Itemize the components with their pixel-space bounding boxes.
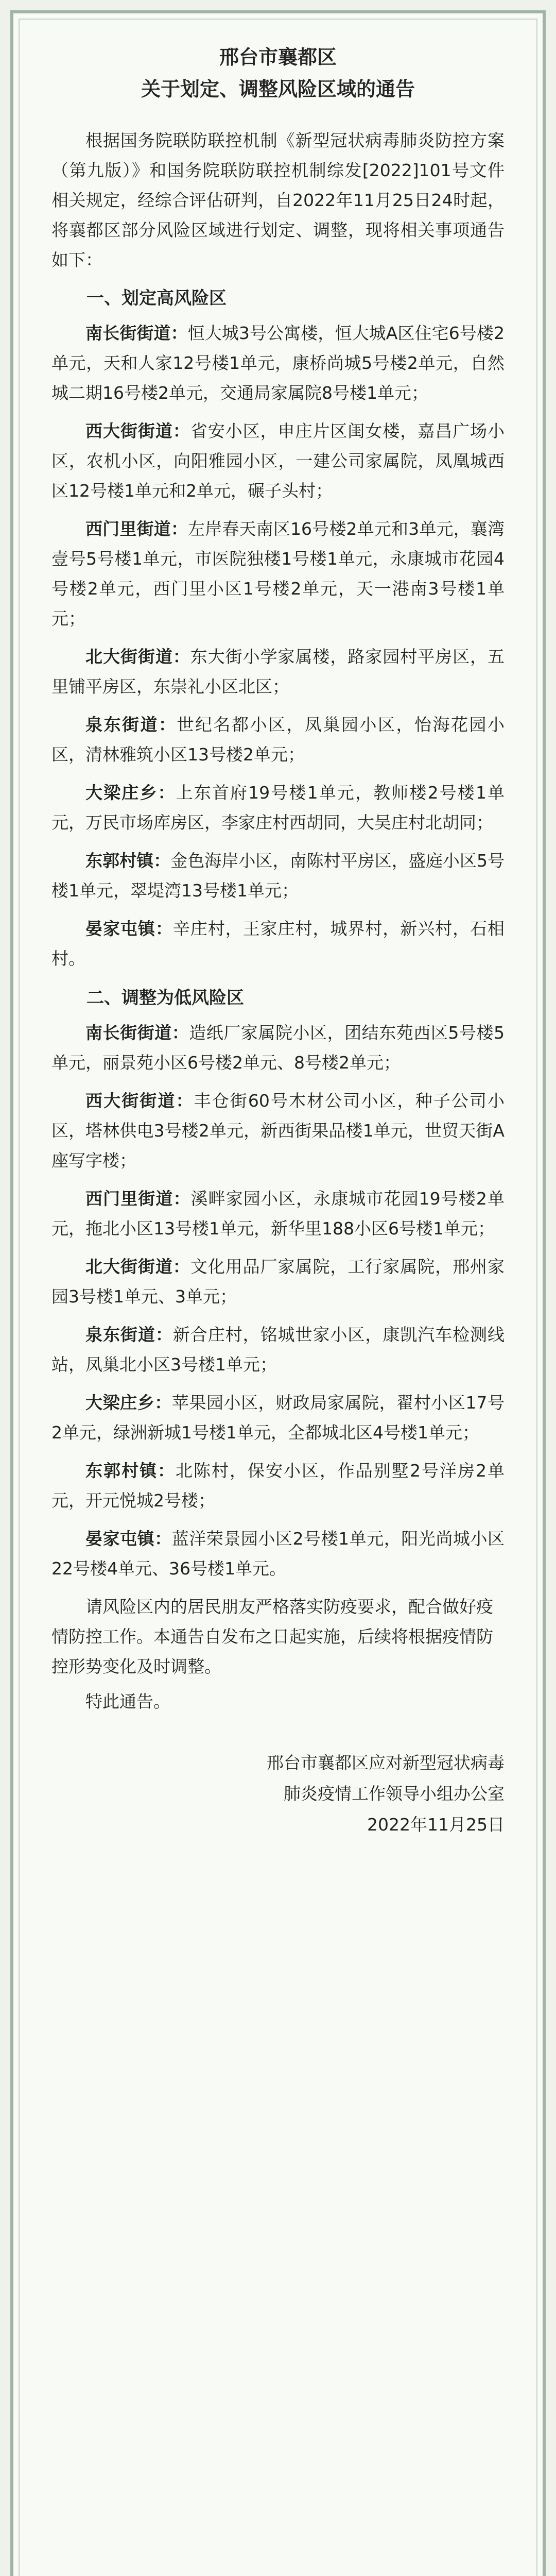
entry-name: 西大街街道： xyxy=(85,1091,194,1111)
entry-name: 西大街街道： xyxy=(85,421,190,441)
entry-text: 新合庄村，铭城世家小区，康凯汽车检测线站，凤巢北小区3号楼1单元； xyxy=(51,1325,505,1375)
entry-name: 北大街街道： xyxy=(85,647,190,667)
entry-name: 晏家屯镇： xyxy=(85,919,173,939)
low-risk-entry xyxy=(51,1184,505,1244)
high-risk-entry xyxy=(51,710,505,770)
signature-line-2: 肺炎疫情工作领导小组办公室 xyxy=(284,1784,505,1804)
entry-name: 泉东街道： xyxy=(85,1325,173,1345)
entry-name: 西门里街道： xyxy=(85,1189,191,1209)
entry-text: 恒大城3号公寓楼，恒大城A区住宅6号楼2单元，天和人家12号楼1单元，康桥尚城5号楼2单元，自然城二期16号楼2单元，交通局家属院8号楼1单元； xyxy=(51,323,505,403)
entry-name: 南长街街道： xyxy=(85,323,188,343)
entry-text: 苹果园小区，财政局家属院，翟村小区17号2单元，绿洲新城1号楼1单元，全都城北区4号楼1单元； xyxy=(51,1393,505,1443)
entry-text: 蓝洋荣景园小区2号楼1单元，阳光尚城小区22号楼4单元、36号楼1单元。 xyxy=(51,1529,505,1579)
entry-name: 大梁庄乡： xyxy=(85,1393,172,1413)
closing-paragraph: 请风险区内的居民朋友严格落实防疫要求，配合做好疫情防控工作。本通告自发布之日起实施，后续将根据疫情防控形势变化及时调整。 xyxy=(51,1597,493,1676)
title-block xyxy=(51,41,505,105)
entry-text: 造纸厂家属院小区，团结东苑西区5号楼5单元，丽景苑小区6号楼2单元、8号楼2单元； xyxy=(51,1023,505,1073)
low-risk-entry xyxy=(51,1320,505,1380)
low-risk-entry xyxy=(51,1524,505,1584)
section-1-list xyxy=(51,318,505,974)
entry-text: 北陈村，保安小区，作品别墅2号洋房2单元，开元悦城2号楼； xyxy=(51,1461,505,1511)
low-risk-entry xyxy=(51,1388,505,1448)
entry-name: 东郭村镇： xyxy=(85,851,171,871)
entry-text: 东大街小学家属楼，路家园村平房区，五里铺平房区，东崇礼小区北区； xyxy=(51,647,505,697)
signature-block xyxy=(51,1748,505,1840)
entry-name: 大梁庄乡： xyxy=(85,783,176,803)
section-2-list xyxy=(51,1018,505,1584)
low-risk-entry xyxy=(51,1456,505,1516)
entry-text: 省安小区，申庄片区闺女楼，嘉昌广场小区，农机小区，向阳雅园小区，一建公司家属院，凤凰城西区12号楼1单元和2单元，碾子头村； xyxy=(51,421,505,501)
entry-text: 左岸春天南区16号楼2单元和3单元，襄湾壹号5号楼1单元，市医院独楼1号楼1单元，永康城市花园4号楼2单元，西门里小区1号楼2单元，天一港南3号楼1单元； xyxy=(51,519,505,629)
high-risk-entry xyxy=(51,514,505,634)
signature-line-1: 邢台市襄都区应对新型冠状病毒 xyxy=(267,1753,505,1773)
title-line-2: 关于划定、调整风险区域的通告 xyxy=(141,78,415,100)
entry-text: 溪畔家园小区，永康城市花园19号楼2单元，拖北小区13号楼1单元，新华里188小区6号楼1单元； xyxy=(51,1189,505,1239)
entry-text: 世纪名都小区，凤巢园小区，怡海花园小区，清林雅筑小区13号楼2单元； xyxy=(51,715,505,765)
entry-name: 东郭村镇： xyxy=(85,1461,176,1481)
high-risk-entry xyxy=(51,642,505,702)
high-risk-entry xyxy=(51,846,505,906)
intro-paragraph: 根据国务院联防联控机制《新型冠状病毒肺炎防控方案（第九版）》和国务院联防联控机制综发[2022]101号文件相关规定，经综合评估研判，自2022年11月25日24时起，将襄都区部分风险区域进行划定、调整，现将相关事项通告如下： xyxy=(51,130,505,270)
section-2-heading: 二、调整为低风险区 xyxy=(86,988,244,1008)
high-risk-entry xyxy=(51,914,505,974)
entry-text: 金色海岸小区，南陈村平房区，盛庭小区5号楼1单元，翠堤湾13号楼1单元； xyxy=(51,851,505,901)
entry-text: 上东首府19号楼1单元，教师楼2号楼1单元，万民市场库房区，李家庄村西胡同，大吴庄村北胡同； xyxy=(51,783,505,833)
high-risk-entry xyxy=(51,318,505,408)
low-risk-entry xyxy=(51,1252,505,1312)
signature-date: 2022年11月25日 xyxy=(367,1815,505,1835)
high-risk-entry xyxy=(51,778,505,838)
high-risk-entry xyxy=(51,416,505,506)
notice-content xyxy=(51,41,505,1840)
entry-name: 晏家屯镇： xyxy=(85,1529,172,1549)
entry-text: 丰仓街60号木材公司小区，种子公司小区，塔林供电3号楼2单元，新西街果品楼1单元，世贸天街A座写字楼； xyxy=(51,1091,505,1171)
entry-text: 辛庄村，王家庄村，城界村，新兴村，石相村。 xyxy=(51,919,505,969)
entry-name: 泉东街道： xyxy=(85,715,177,735)
section-1-heading: 一、划定高风险区 xyxy=(86,288,227,309)
entry-name: 西门里街道： xyxy=(85,519,188,539)
entry-text: 文化用品厂家属院，工行家属院，邢州家园3号楼1单元、3单元； xyxy=(51,1257,505,1307)
low-risk-entry xyxy=(51,1018,505,1078)
entry-name: 南长街街道： xyxy=(85,1023,189,1043)
entry-name: 北大街街道： xyxy=(85,1257,190,1277)
closing-statement: 特此通告。 xyxy=(85,1691,170,1711)
low-risk-entry xyxy=(51,1086,505,1176)
title-line-1: 邢台市襄都区 xyxy=(219,46,337,69)
